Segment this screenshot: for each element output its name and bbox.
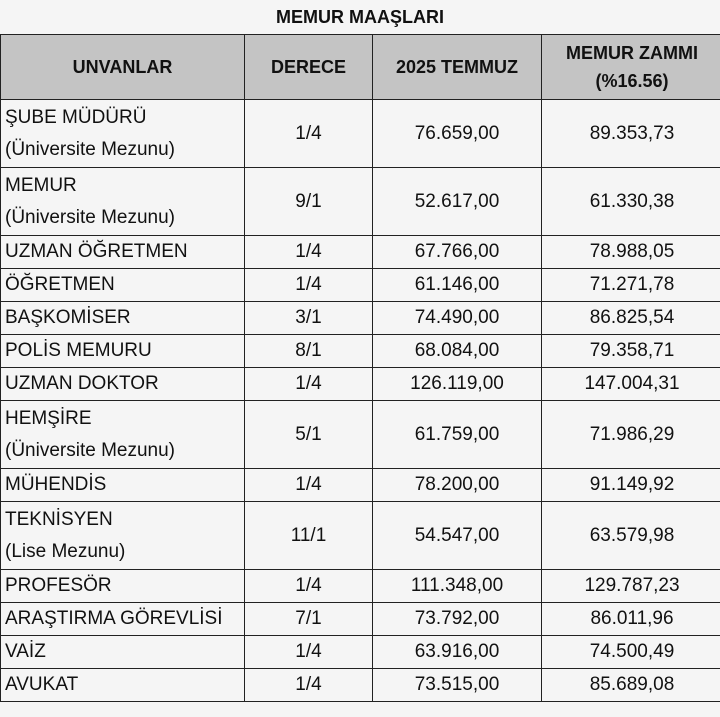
table-row [1,502,720,570]
unvan-name: PROFESÖR [5,575,112,596]
salary-table [0,34,720,702]
cell-memur-zammi: 71.986,29 [542,401,720,469]
cell-2025-temmuz: 78.200,00 [373,469,542,502]
cell-derece: 1/4 [245,100,373,168]
unvan-name: ÖĞRETMEN [5,274,115,295]
table-row [1,570,720,603]
cell-derece: 7/1 [245,603,373,636]
cell-derece: 5/1 [245,401,373,469]
header-row [1,35,720,100]
cell-unvan [1,335,245,368]
cell-unvan [1,168,245,236]
cell-memur-zammi: 78.988,05 [542,236,720,269]
cell-2025-temmuz: 68.084,00 [373,335,542,368]
cell-2025-temmuz: 61.759,00 [373,401,542,469]
unvan-name: HEMŞİRE [5,407,92,429]
unvan-name: ŞUBE MÜDÜRÜ [5,106,147,128]
cell-memur-zammi: 89.353,73 [542,100,720,168]
cell-2025-temmuz: 76.659,00 [373,100,542,168]
cell-unvan [1,502,245,570]
cell-memur-zammi: 74.500,49 [542,636,720,669]
unvan-name: MEMUR [5,174,77,196]
cell-2025-temmuz: 67.766,00 [373,236,542,269]
cell-derece: 1/4 [245,669,373,702]
header-memur-zammi [542,35,720,100]
table-row [1,636,720,669]
unvan-name: TEKNİSYEN [5,508,113,530]
cell-derece: 1/4 [245,368,373,401]
cell-2025-temmuz: 63.916,00 [373,636,542,669]
table-row [1,168,720,236]
table-title: MEMUR MAAŞLARI [276,7,444,27]
cell-memur-zammi: 63.579,98 [542,502,720,570]
table-row [1,368,720,401]
table-row [1,236,720,269]
cell-unvan [1,603,245,636]
cell-unvan [1,401,245,469]
cell-derece: 1/4 [245,236,373,269]
cell-2025-temmuz: 54.547,00 [373,502,542,570]
header-unvanlar: UNVANLAR [1,35,245,100]
cell-2025-temmuz: 61.146,00 [373,269,542,302]
unvan-subtitle: (Üniversite Mezunu) [5,439,175,461]
table-row [1,335,720,368]
table-row [1,669,720,702]
header-temmuz: 2025 TEMMUZ [373,35,542,100]
unvan-name: VAİZ [5,641,46,662]
cell-derece: 1/4 [245,570,373,603]
cell-memur-zammi: 86.011,96 [542,603,720,636]
cell-unvan [1,368,245,401]
table-row [1,269,720,302]
unvan-name: UZMAN DOKTOR [5,373,159,394]
cell-2025-temmuz: 52.617,00 [373,168,542,236]
cell-unvan [1,469,245,502]
unvan-name: POLİS MEMURU [5,340,152,361]
table-row [1,302,720,335]
cell-unvan [1,269,245,302]
table-row [1,603,720,636]
cell-memur-zammi: 129.787,23 [542,570,720,603]
cell-memur-zammi: 71.271,78 [542,269,720,302]
cell-2025-temmuz: 73.515,00 [373,669,542,702]
cell-derece: 3/1 [245,302,373,335]
unvan-name: BAŞKOMİSER [5,307,131,328]
cell-memur-zammi: 85.689,08 [542,669,720,702]
cell-derece: 1/4 [245,269,373,302]
cell-2025-temmuz: 73.792,00 [373,603,542,636]
unvan-subtitle: (Lise Mezunu) [5,540,126,562]
cell-unvan [1,669,245,702]
cell-derece: 8/1 [245,335,373,368]
cell-memur-zammi: 91.149,92 [542,469,720,502]
unvan-name: UZMAN ÖĞRETMEN [5,241,188,262]
unvan-name: MÜHENDİS [5,474,107,495]
table-row [1,100,720,168]
cell-2025-temmuz: 126.119,00 [373,368,542,401]
table-row [1,401,720,469]
cell-2025-temmuz: 111.348,00 [373,570,542,603]
unvan-name: AVUKAT [5,674,79,695]
cell-unvan [1,236,245,269]
cell-derece: 1/4 [245,469,373,502]
cell-unvan [1,302,245,335]
unvan-subtitle: (Üniversite Mezunu) [5,138,175,160]
cell-memur-zammi: 147.004,31 [542,368,720,401]
cell-memur-zammi: 86.825,54 [542,302,720,335]
unvan-name: ARAŞTIRMA GÖREVLİSİ [5,608,223,629]
header-derece: DERECE [245,35,373,100]
cell-derece: 9/1 [245,168,373,236]
header-zam-line2: (%16.56) [595,71,669,91]
table-row [1,469,720,502]
cell-2025-temmuz: 74.490,00 [373,302,542,335]
cell-memur-zammi: 79.358,71 [542,335,720,368]
cell-derece: 11/1 [245,502,373,570]
cell-memur-zammi: 61.330,38 [542,168,720,236]
cell-unvan [1,570,245,603]
unvan-subtitle: (Üniversite Mezunu) [5,206,175,228]
header-zam-line1: MEMUR ZAMMI [566,43,698,63]
cell-derece: 1/4 [245,636,373,669]
cell-unvan [1,100,245,168]
cell-unvan [1,636,245,669]
